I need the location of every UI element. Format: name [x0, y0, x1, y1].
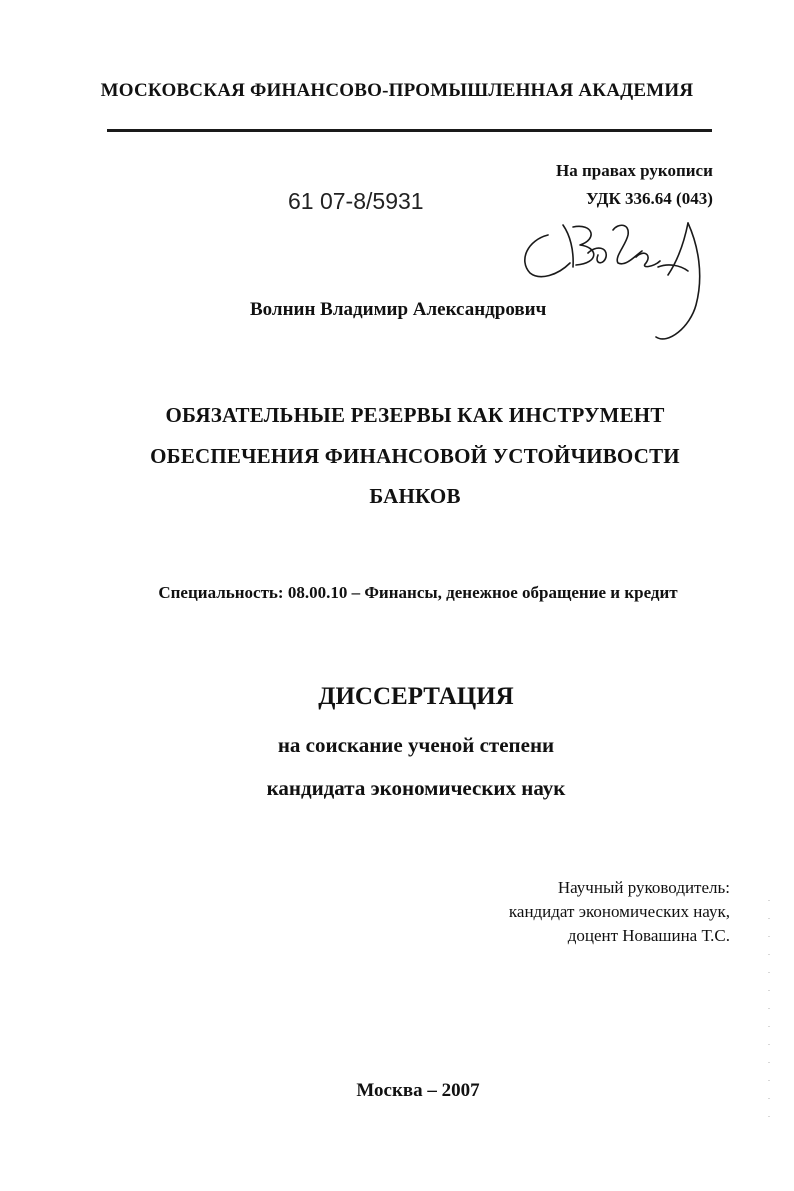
rights-note: На правах рукописи — [556, 161, 713, 180]
supervisor-label: Научный руководитель: — [557, 878, 730, 897]
author-name: Волнин Владимир Александрович — [250, 299, 547, 320]
city-year: Москва – 2007 — [356, 1080, 480, 1101]
scan-margin-artifact — [768, 900, 770, 1130]
degree-sought-line: на соискание ученой степени — [277, 733, 555, 757]
supervisor-name: доцент Новашина Т.С. — [567, 926, 730, 945]
title-line-1: ОБЯЗАТЕЛЬНЫЕ РЕЗЕРВЫ КАК ИНСТРУМЕНТ — [165, 403, 665, 427]
specialty-line: Специальность: 08.00.10 – Финансы, денежное обращение и кредит — [158, 583, 678, 602]
library-stamp-number: 61 07-8/5931 — [288, 188, 424, 214]
supervisor-degree: кандидат экономических наук, — [508, 902, 730, 921]
degree-field-line: кандидата экономических наук — [266, 776, 566, 800]
title-line-3: БАНКОВ — [369, 484, 461, 508]
dissertation-heading: ДИССЕРТАЦИЯ — [318, 683, 514, 710]
handwritten-signature — [518, 205, 718, 350]
udc-code: УДК 336.64 (043) — [586, 189, 713, 208]
organization-name: МОСКОВСКАЯ ФИНАНСОВО-ПРОМЫШЛЕННАЯ АКАДЕМИЯ — [100, 80, 694, 101]
title-line-2: ОБЕСПЕЧЕНИЯ ФИНАНСОВОЙ УСТОЙЧИВОСТИ — [150, 444, 680, 468]
header-divider — [107, 129, 712, 132]
